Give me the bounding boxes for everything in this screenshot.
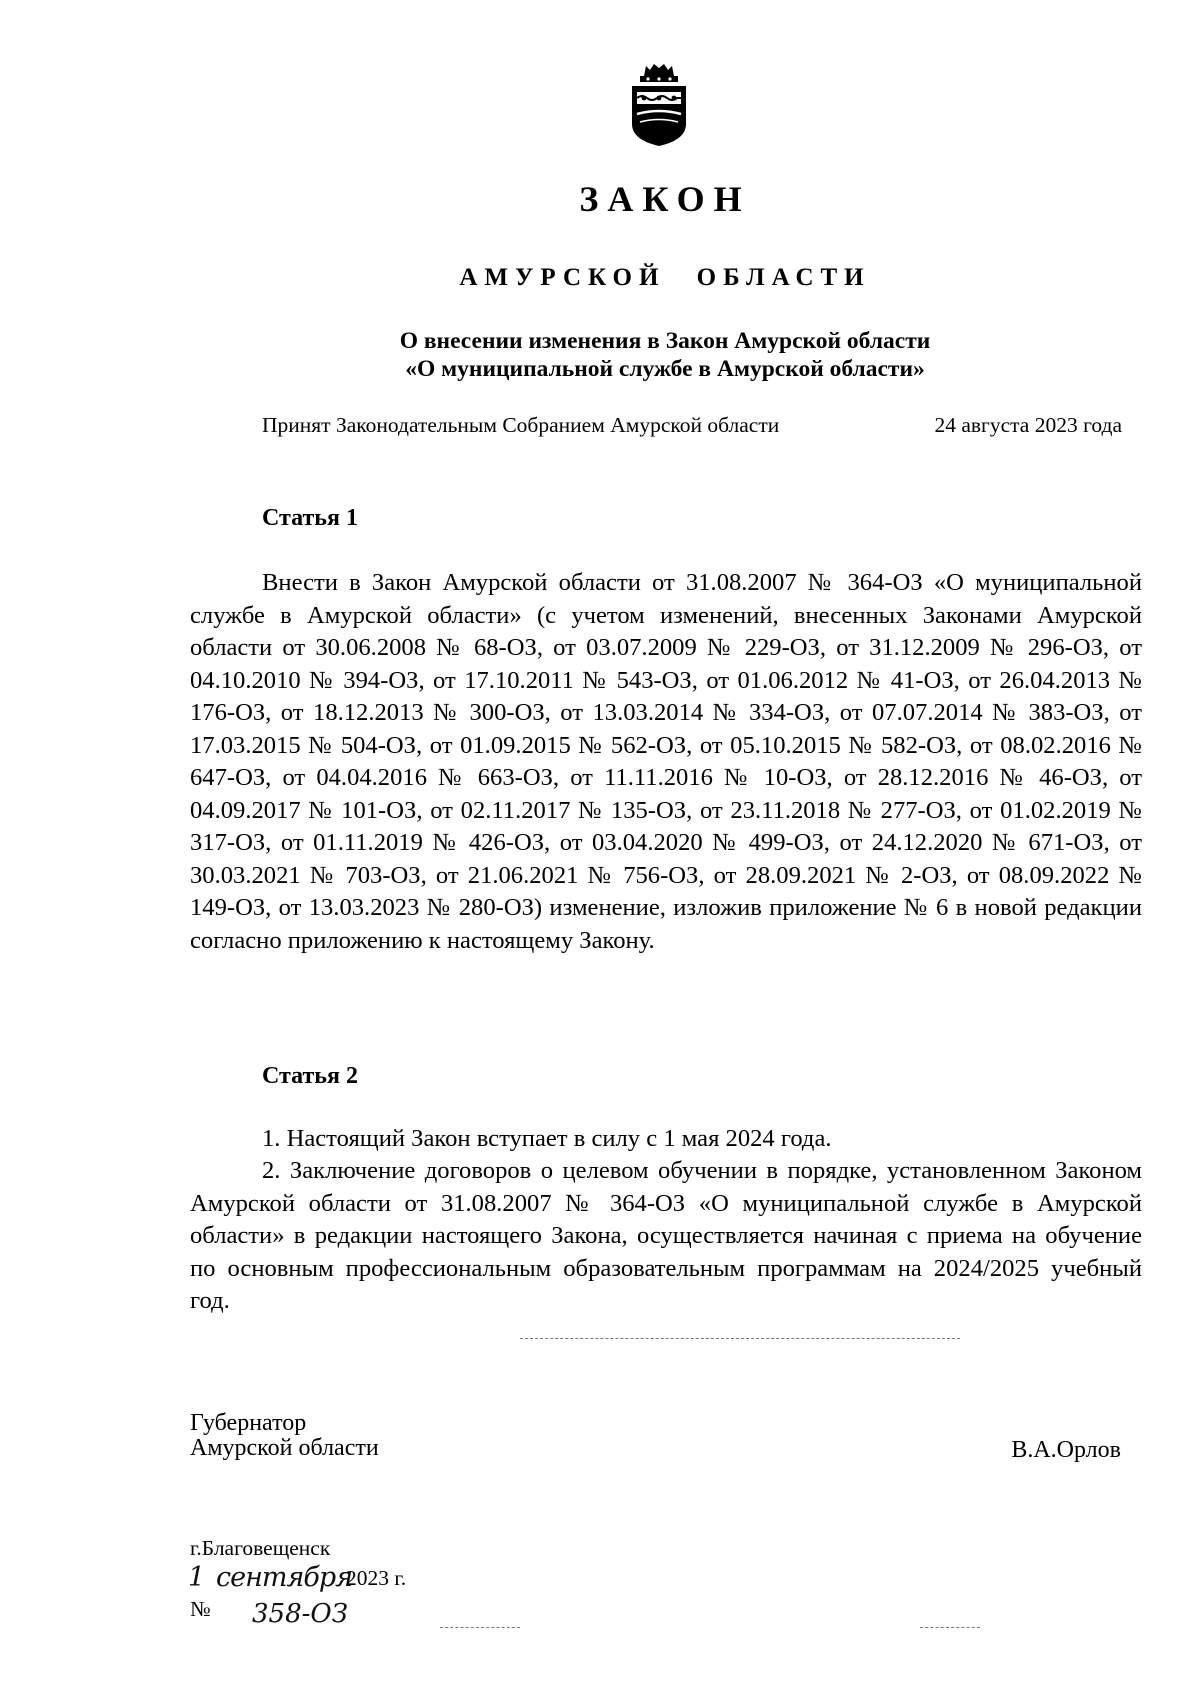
region-title: АМУРСКОЙ ОБЛАСТИ bbox=[459, 264, 871, 291]
scan-divider-line bbox=[520, 1338, 960, 1339]
scan-artifact-line bbox=[440, 1627, 520, 1628]
article-2-heading: Статья 2 bbox=[262, 1063, 358, 1089]
law-number bbox=[190, 1597, 490, 1631]
handwritten-date-day: 1 bbox=[188, 1562, 206, 1593]
article-1-heading: Статья 1 bbox=[262, 505, 358, 531]
article-2-paragraph-1: 1. Настоящий Закон вступает в силу с 1 мая 2024 года. bbox=[262, 1125, 832, 1152]
governor-title bbox=[190, 1411, 379, 1461]
governor-title-line-1: Губернатор bbox=[190, 1410, 307, 1436]
handwritten-law-number: 358-ОЗ bbox=[252, 1599, 348, 1629]
amur-region-coat-of-arms-icon bbox=[628, 62, 690, 148]
law-subject-line-1: О внесении изменения в Закон Амурской области bbox=[399, 328, 931, 354]
date-year: 2023 г. bbox=[346, 1566, 407, 1590]
law-subject-line-2: «О муниципальной службе в Амурской области» bbox=[405, 356, 925, 382]
law-title: ЗАКОН bbox=[579, 179, 751, 219]
scan-artifact-line bbox=[920, 1627, 980, 1628]
law-subject bbox=[0, 327, 1200, 383]
article-2-paragraph-2: 2. Заключение договоров о целевом обучении в порядке, установленном Законом Амурской области от 31.08.2007 № 364-ОЗ «О муниципальной службе в Амурской области» в редакции настоящего Закона, осуществляется начиная с приема на обучение по основным профессиональным образовательным программам на 2024/2025 учебный год. bbox=[190, 1157, 1142, 1314]
article-1-text: Внести в Закон Амурской области от 31.08.2007 № 364-ОЗ «О муниципальной службе в Амурской области» (с учетом изменений, внесенных Законами Амурской области от 30.06.2008 № 68-ОЗ, от 03.07.2009 № 229-ОЗ, от 31.12.2009 № 296-ОЗ, от 04.10.2010 № 394-ОЗ, от 17.10.2011 № 543-ОЗ, от 01.06.2012 № 41-ОЗ, от 26.04.2013 № 176-ОЗ, от 18.12.2013 № 300-ОЗ, от 13.03.2014 № 334-ОЗ, от 07.07.2014 № 383-ОЗ, от 17.03.2015 № 504-ОЗ, от 01.09.2015 № 562-ОЗ, от 05.10.2015 № 582-ОЗ, от 08.02.2016 № 647-ОЗ, от 04.04.2016 № 663-ОЗ, от 11.11.2016 № 10-ОЗ, от 28.12.2016 № 46-ОЗ, от 04.09.2017 № 101-ОЗ, от 02.11.2017 № 135-ОЗ, от 23.11.2018 № 277-ОЗ, от 01.02.2019 № 317-ОЗ, от 01.11.2019 № 426-ОЗ, от 03.04.2020 № 499-ОЗ, от 24.12.2020 № 671-ОЗ, от 30.03.2021 № 703-ОЗ, от 21.06.2021 № 756-ОЗ, от 28.09.2021 № 2-ОЗ, от 08.09.2022 № 149-ОЗ, от 13.03.2023 № 280-ОЗ) изменение, изложив приложение № 6 в новой редакции согласно приложению к настоящему Закону. bbox=[190, 569, 1142, 954]
signing-city: г.Благовещенск bbox=[190, 1536, 331, 1560]
handwritten-date-month: сентября bbox=[216, 1562, 353, 1593]
governor-title-line-2: Амурской области bbox=[190, 1435, 379, 1461]
adopted-date: 24 августа 2023 года bbox=[934, 413, 1122, 437]
adopted-by: Принят Законодательным Собранием Амурской области bbox=[262, 413, 780, 437]
number-sign: № bbox=[190, 1597, 211, 1621]
governor-name: В.А.Орлов bbox=[1011, 1437, 1121, 1463]
signing-date bbox=[188, 1562, 490, 1596]
